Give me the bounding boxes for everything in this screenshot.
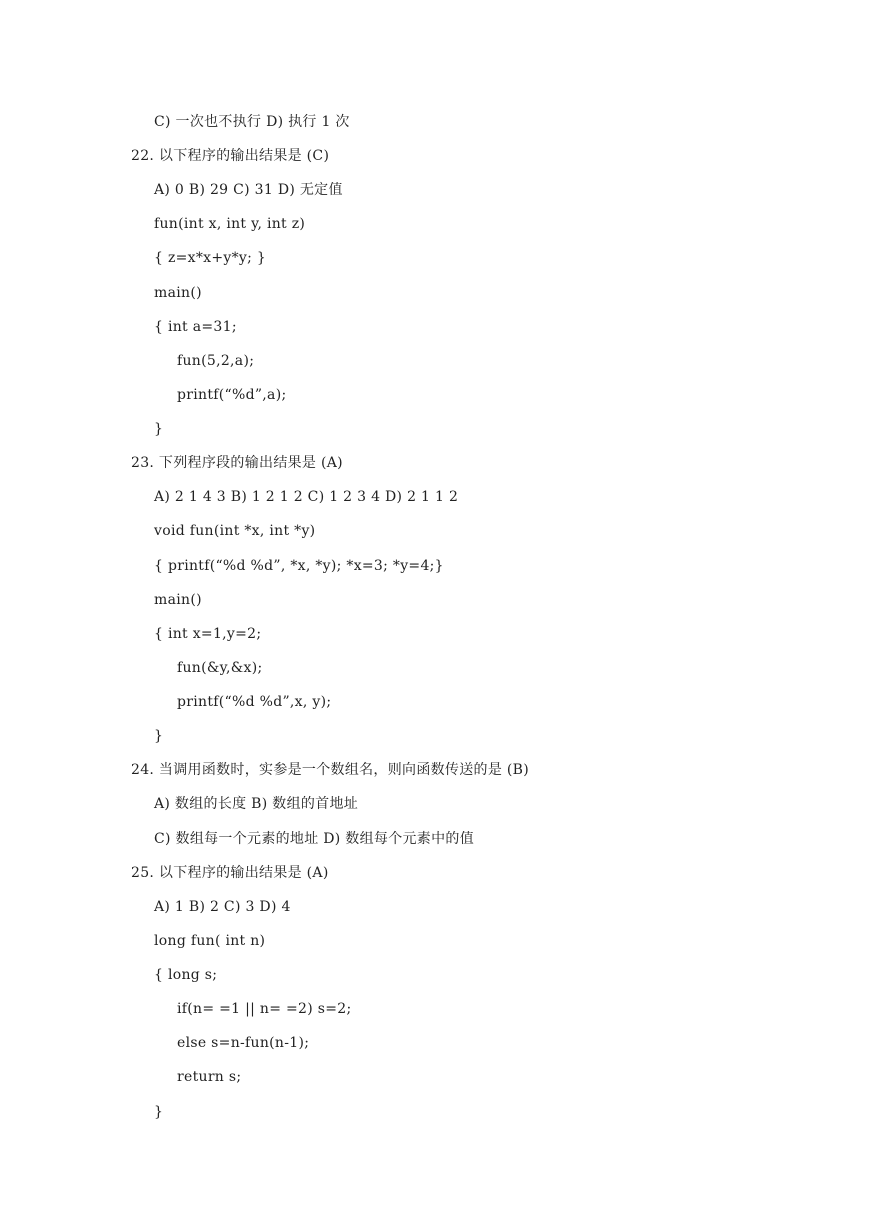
options-24-line-2: C) 数组每一个元素的地址 D) 数组每个元素中的值 [154, 831, 475, 847]
options-24-line-1: A) 数组的长度 B) 数组的首地址 [154, 796, 359, 812]
code-line: { z=x*x+y*y; } [154, 250, 267, 266]
options-25: A) 1 B) 2 C) 3 D) 4 [154, 899, 291, 915]
code-line: { long s; [154, 967, 218, 983]
code-line: printf(“%d”,a); [177, 387, 287, 403]
code-line: fun(&y,&x); [177, 660, 263, 676]
code-line: main() [154, 592, 202, 608]
code-line: return s; [177, 1069, 242, 1085]
options-22: A) 0 B) 29 C) 31 D) 无定值 [154, 182, 343, 198]
code-line: { int x=1,y=2; [154, 626, 262, 642]
code-line: if(n= =1 || n= =2) s=2; [177, 1001, 352, 1017]
option-line: C) 一次也不执行 D) 执行 1 次 [154, 114, 350, 130]
code-line: else s=n-fun(n-1); [177, 1035, 310, 1051]
code-line: } [154, 728, 164, 744]
options-23: A) 2 1 4 3 B) 1 2 1 2 C) 1 2 3 4 D) 2 1 1 2 [154, 489, 459, 505]
code-line: long fun( int n) [154, 933, 266, 949]
code-line: { int a=31; [154, 319, 237, 335]
code-line: { printf(“%d %d”, *x, *y); *x=3; *y=4;} [154, 558, 444, 574]
code-line: } [154, 1104, 164, 1120]
code-line: printf(“%d %d”,x, y); [177, 694, 332, 710]
code-line: fun(int x, int y, int z) [154, 216, 306, 232]
code-line: main() [154, 285, 202, 301]
question-25: 25. 以下程序的输出结果是 (A) [131, 865, 329, 881]
question-24: 24. 当调用函数时，实参是一个数组名，则向函数传送的是 (B) [131, 762, 529, 778]
code-line: void fun(int *x, int *y) [154, 523, 316, 539]
question-22: 22. 以下程序的输出结果是 (C) [131, 148, 330, 164]
code-line: fun(5,2,a); [177, 353, 255, 369]
code-line: } [154, 421, 164, 437]
question-23: 23. 下列程序段的输出结果是 (A) [131, 455, 343, 471]
